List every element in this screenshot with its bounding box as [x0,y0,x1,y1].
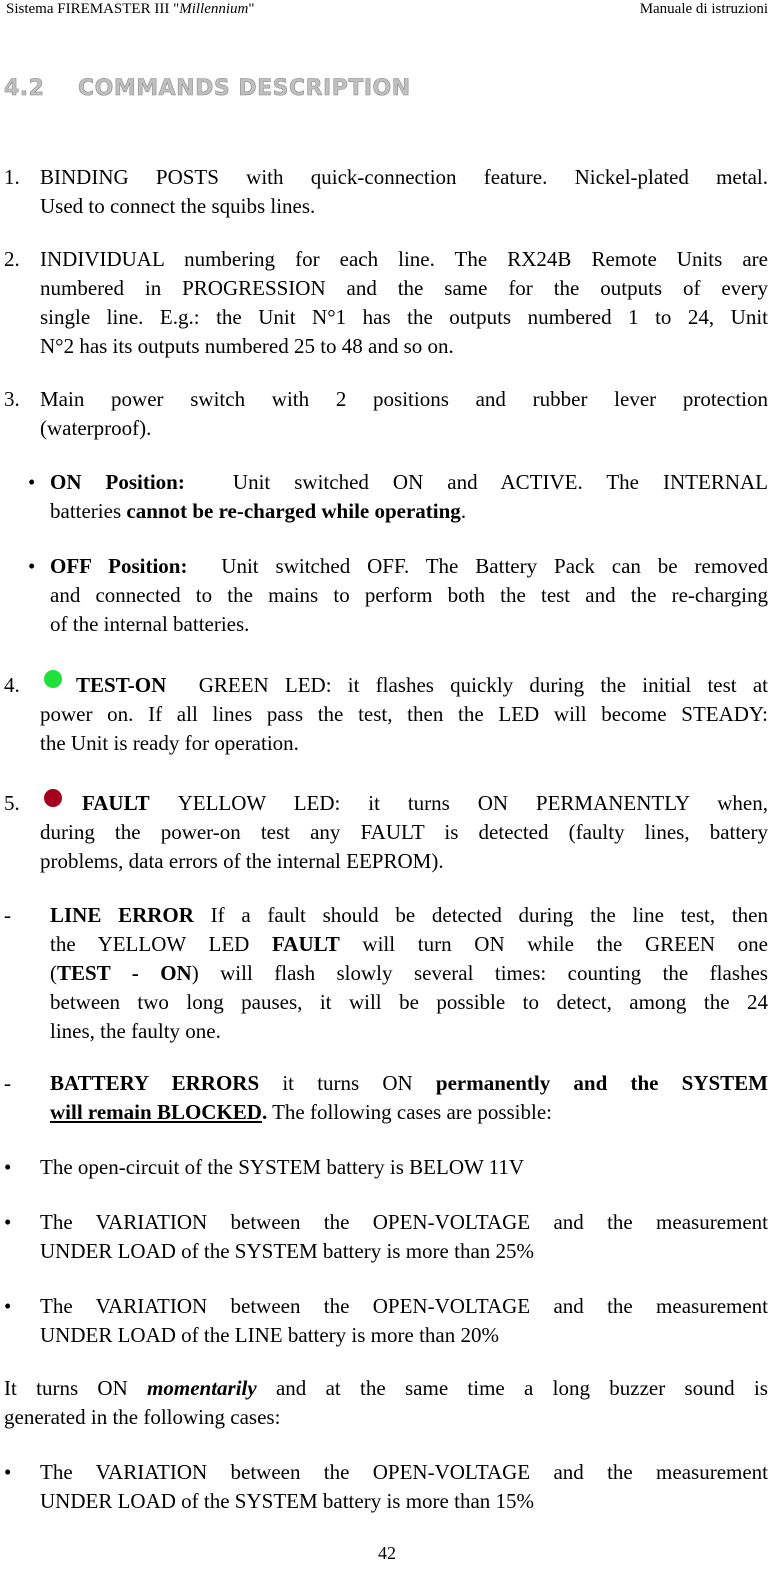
line: single line. E.g.: the Unit N°1 has the outputs numbered 1 to 24, Unit [40,305,768,329]
line: UNDER LOAD of the SYSTEM battery is more than 15% [40,1489,535,1513]
bullet-3-text [40,1292,768,1350]
item-4-marker: 4. [4,673,20,697]
battery-errors-text [50,1069,768,1127]
off-position-label: OFF Position: [50,554,188,578]
header-italic: Millennium [179,1,249,17]
line: The VARIATION between the OPEN-VOLTAGE and the measurement [40,1294,768,1318]
line: of the internal batteries. [50,612,250,636]
line: numbered in PROGRESSION and the same for the outputs of every [40,276,768,300]
emphasis: . [261,1100,268,1124]
item-3-marker: 3. [4,387,20,411]
line: problems, data errors of the internal EEPROM). [40,849,444,873]
section-number: 4.2 [4,76,45,101]
bullet-2: • [4,1210,12,1234]
section-title: COMMANDS DESCRIPTION [78,76,411,101]
line: INDIVIDUAL numbering for each line. The RX24B Remote Units are [40,247,768,271]
line-text: If a fault should be detected during the line test, then [210,903,768,927]
line [40,789,768,818]
line-text: The following cases are possible: [267,1100,553,1124]
line [4,1374,768,1403]
emphasis-italic: momentarily [147,1376,257,1400]
item-5-marker: 5. [4,791,20,815]
fault-label: FAULT [82,791,150,815]
line-text: it turns ON [259,1071,436,1095]
line-text: will turn ON while the GREEN one [339,932,769,956]
header-quote: " [248,1,255,17]
line-text: Unit switched ON and ACTIVE. The INTERNAL [232,470,768,494]
momentarily-paragraph [4,1374,768,1432]
line: power on. If all lines pass the test, then the LED will become STEADY: [40,702,768,726]
line: The VARIATION between the OPEN-VOLTAGE and the measurement [40,1210,768,1234]
line-text: batteries [50,499,127,523]
off-position-bullet: • [28,554,36,578]
line: BINDING POSTS with quick-connection feature. Nickel-plated metal. [40,165,768,189]
section-heading [4,76,411,101]
line-error-marker: - [4,903,11,927]
emphasis: permanently and the SYSTEM [435,1071,768,1095]
line-error-text [50,901,768,1046]
bullet-2-text [40,1208,768,1266]
line-error-label: LINE ERROR [50,903,194,927]
line: and connected to the mains to perform both the test and the re-charging [50,583,768,607]
on-position-label: ON Position: [50,470,185,494]
line: N°2 has its outputs numbered 25 to 48 and so on. [40,334,454,358]
bullet-4-text [40,1458,768,1516]
bullet-1: • [4,1155,12,1179]
line: UNDER LOAD of the LINE battery is more than 20% [40,1323,499,1347]
emphasis-underlined: will remain BLOCKED [50,1100,262,1124]
line: Main power switch with 2 positions and rubber lever protection [40,387,768,411]
running-header-right [640,0,768,18]
item-4-text [40,671,768,758]
line-text: Unit switched OFF. The Battery Pack can be removed [221,554,768,578]
line-text: . [460,499,467,523]
bullet-1-text [40,1153,768,1182]
line [50,901,768,930]
item-1-marker: 1. [4,165,20,189]
line [50,1100,552,1124]
item-1-text [40,163,768,221]
bullet-4: • [4,1460,12,1484]
line-text: and at the same time a long buzzer sound is [256,1376,768,1400]
line-text: ( [50,961,57,985]
line-text: ) will flash slowly several times: counting the flashes [191,961,768,985]
line: generated in the following cases: [4,1405,281,1429]
on-position-text [50,468,768,526]
line: Used to connect the squibs lines. [40,194,316,218]
bullet-3: • [4,1294,12,1318]
line: the Unit is ready for operation. [40,731,299,755]
line: The VARIATION between the OPEN-VOLTAGE and the measurement [40,1460,768,1484]
item-5-text [40,789,768,876]
line-text: It turns ON [4,1376,148,1400]
line-text: GREEN LED: it flashes quickly during the initial test at [198,673,768,697]
line: UNDER LOAD of the SYSTEM battery is more than 25% [40,1239,535,1263]
line: lines, the faulty one. [50,1019,221,1043]
line [50,1069,768,1098]
line: (waterproof). [40,416,152,440]
line [50,930,768,959]
line [40,671,768,700]
line-text: YELLOW LED: it turns ON PERMANENTLY when, [177,791,768,815]
emphasis: TEST - ON [57,961,192,985]
item-2-marker: 2. [4,247,20,271]
line: during the power-on test any FAULT is detected (faulty lines, battery [40,820,768,844]
running-header-left [6,0,254,18]
item-3-text [40,385,768,443]
line: The open-circuit of the SYSTEM battery is BELOW 11V [40,1155,525,1179]
line-text: the YELLOW LED [50,932,273,956]
item-2-text [40,245,768,361]
off-position-text [50,552,768,639]
line [50,959,768,988]
header-text: Sistema FIREMASTER III " [6,1,180,17]
line [50,552,768,581]
battery-errors-label: BATTERY ERRORS [50,1071,260,1095]
line [50,468,768,497]
line: between two long pauses, it will be possible to detect, among the 24 [50,990,768,1014]
on-position-bullet: • [28,470,36,494]
emphasis: cannot be re-charged while operating [126,499,461,523]
test-on-label: TEST-ON [76,673,167,697]
emphasis: FAULT [272,932,340,956]
line [50,499,466,523]
header-right-text: Manuale di istruzioni [639,1,768,17]
page-number: 42 [378,1543,396,1563]
battery-errors-marker: - [4,1071,11,1095]
